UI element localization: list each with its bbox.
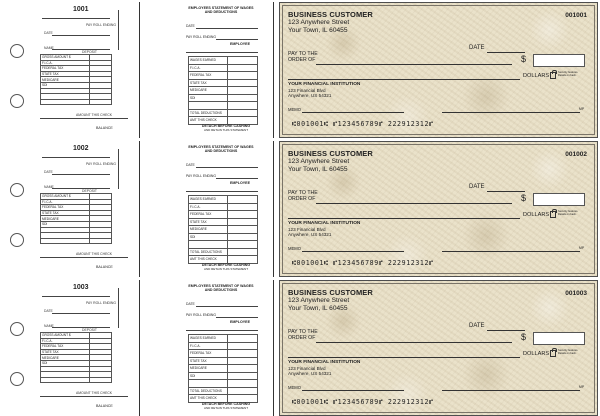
dollars-label: DOLLARS xyxy=(523,212,550,218)
statement-ledger-amount[interactable] xyxy=(228,380,258,388)
statement-ledger-label: WAGES EARNED xyxy=(189,196,228,204)
statement-ledger-label: SDI xyxy=(189,372,228,380)
statement-ledger-label: AMT THIS CHECK xyxy=(189,117,228,125)
stub-ledger-label: F.I.C.A. xyxy=(41,338,90,344)
check-stub xyxy=(28,2,140,138)
statement-ledger-label: F.I.C.A. xyxy=(189,342,228,350)
statement-ledger-label: FEDERAL TAX xyxy=(189,211,228,219)
amount-words-line[interactable] xyxy=(288,357,520,358)
stub-ledger-label: STATE TAX xyxy=(41,210,90,216)
stub-date-label: DATE xyxy=(44,31,53,35)
perforation-line xyxy=(273,2,274,138)
business-check xyxy=(279,2,598,138)
micr-line: ⑆001001⑆ ⑈123456789⑈ 222912312⑈ xyxy=(292,259,434,267)
stub-amount-line xyxy=(40,257,128,258)
padlock-icon xyxy=(550,72,556,79)
statement-ledger-label: MEDICARE xyxy=(189,226,228,234)
statement-date-label: DATE xyxy=(186,24,195,28)
payee-line[interactable] xyxy=(316,64,512,65)
perforation-line xyxy=(273,141,274,277)
statement-ledger-amount[interactable] xyxy=(228,64,258,72)
stub-ledger-label xyxy=(41,238,90,244)
stub-balance-label: BALANCE xyxy=(96,404,113,408)
binder-hole-icon xyxy=(10,233,24,247)
statement-ledger-row xyxy=(189,241,258,249)
stub-ledger-label: FEDERAL TAX xyxy=(41,344,90,350)
statement-ledger-table xyxy=(188,334,258,403)
stub-bracket xyxy=(118,288,119,328)
stub-amount-label: AMOUNT THIS CHECK xyxy=(76,113,113,117)
statement-employee-line xyxy=(186,330,258,331)
check-number: 001001 xyxy=(565,12,587,19)
statement-ledger-label: MEDICARE xyxy=(189,87,228,95)
stub-ledger-amount[interactable] xyxy=(90,377,112,383)
customer-name: BUSINESS CUSTOMER xyxy=(288,288,373,297)
stub-ledger-label: SDI xyxy=(41,82,90,88)
stub-ledger-table xyxy=(40,193,112,244)
check-row xyxy=(0,141,600,277)
statement-ledger-amount[interactable] xyxy=(228,335,258,343)
pay-to-line1: PAY TO THE xyxy=(288,51,318,57)
stub-name-line xyxy=(52,49,110,50)
stub-ledger-label: STATE TAX xyxy=(41,349,90,355)
stub-balance-label: BALANCE xyxy=(96,265,113,269)
statement-ledger-row xyxy=(189,109,258,117)
statement-ledger-row xyxy=(189,387,258,395)
stub-top-line xyxy=(42,296,110,297)
stub-pay-roll-label: PAY ROLL ENDING xyxy=(86,301,117,305)
statement-ledger-label: AMT THIS CHECK xyxy=(189,395,228,403)
memo-label: MEMO xyxy=(288,107,302,112)
statement-ledger-amount[interactable] xyxy=(228,87,258,95)
stub-bracket xyxy=(118,149,119,189)
statement-ledger-label xyxy=(189,380,228,388)
stub-amount-line xyxy=(40,396,128,397)
stub-ledger-label: GROSS AMOUNT $ xyxy=(41,55,90,61)
statement-date-line xyxy=(196,28,258,29)
bank-address-line1: 123 Financial Blvd xyxy=(288,227,326,232)
stub-amount-label: AMOUNT THIS CHECK xyxy=(76,391,113,395)
stub-ledger-row xyxy=(41,99,112,105)
business-check xyxy=(279,280,598,416)
stub-ledger-label: MEDICARE xyxy=(41,216,90,222)
stub-ledger-label: SDI xyxy=(41,360,90,366)
statement-ledger-row xyxy=(189,117,258,125)
retain-label: AND RETAIN THIS STATEMENT xyxy=(203,267,249,271)
security-note: Security features. Details on back. xyxy=(558,349,579,355)
stub-ledger-label xyxy=(41,377,90,383)
amount-words-line[interactable] xyxy=(288,79,520,80)
statement-ledger-amount[interactable] xyxy=(228,57,258,65)
date-line[interactable] xyxy=(487,52,525,53)
bank-name: YOUR FINANCIAL INSTITUTION xyxy=(288,221,361,226)
statement-ledger-row xyxy=(189,342,258,350)
statement-ledger-amount[interactable] xyxy=(228,357,258,365)
statement-ledger-row xyxy=(189,256,258,264)
statement-ledger-label: STATE TAX xyxy=(189,79,228,87)
stub-amount-line xyxy=(40,118,128,119)
date-line[interactable] xyxy=(487,191,525,192)
security-note: Security features. Details on back. xyxy=(558,210,579,216)
stub-date-label: DATE xyxy=(44,170,53,174)
signature-line[interactable] xyxy=(442,251,580,252)
mp-label: MP xyxy=(579,385,585,389)
signature-line[interactable] xyxy=(442,390,580,391)
statement-ledger-row xyxy=(189,196,258,204)
stub-ledger-label: SDI xyxy=(41,221,90,227)
binder-hole-icon xyxy=(10,372,24,386)
statement-ledger-row xyxy=(189,372,258,380)
statement-ledger-row xyxy=(189,357,258,365)
statement-pay-roll-label: PAY ROLL ENDING xyxy=(186,35,217,39)
check-row xyxy=(0,280,600,416)
statement-ledger-row xyxy=(189,350,258,358)
dollar-sign: $ xyxy=(521,193,527,203)
statement-ledger-label: FEDERAL TAX xyxy=(189,72,228,80)
amount-box[interactable] xyxy=(533,193,585,206)
binder-hole-icon xyxy=(10,322,24,336)
date-label: DATE xyxy=(469,45,485,51)
customer-name: BUSINESS CUSTOMER xyxy=(288,149,373,158)
customer-address-line2: Your Town, IL 60455 xyxy=(288,27,348,34)
check-number: 001002 xyxy=(565,151,587,158)
signature-line[interactable] xyxy=(442,112,580,113)
statement-employee-line xyxy=(186,52,258,53)
statement-ledger-label: TOTAL DEDUCTIONS xyxy=(189,387,228,395)
statement-ledger-row xyxy=(189,79,258,87)
statement-ledger-label xyxy=(189,102,228,110)
statement-ledger-label: TOTAL DEDUCTIONS xyxy=(189,109,228,117)
stub-ledger-amount[interactable] xyxy=(90,99,112,105)
statement-ledger-row xyxy=(189,335,258,343)
statement-employee-label: EMPLOYEE xyxy=(230,320,250,324)
stub-ledger-label xyxy=(41,99,90,105)
stub-name-label: NAME xyxy=(44,324,54,328)
perforation-line xyxy=(273,280,274,416)
stub-name-label: NAME xyxy=(44,185,54,189)
check-stub xyxy=(28,141,140,277)
customer-address-line1: 123 Anywhere Street xyxy=(288,297,350,304)
stub-ledger-label: MEDICARE xyxy=(41,77,90,83)
statement-ledger-row xyxy=(189,395,258,403)
stub-amount-label: AMOUNT THIS CHECK xyxy=(76,252,113,256)
statement-employee-label: EMPLOYEE xyxy=(230,42,250,46)
statement-ledger-label: TOTAL DEDUCTIONS xyxy=(189,248,228,256)
detach-label: DETACH BEFORE CASHING xyxy=(201,263,251,267)
statement-ledger-label: SDI xyxy=(189,94,228,102)
statement-pay-roll-line xyxy=(216,317,258,318)
statement-ledger-label: F.I.C.A. xyxy=(189,203,228,211)
date-label: DATE xyxy=(469,323,485,329)
memo-label: MEMO xyxy=(288,385,302,390)
bank-address-line2: Anywhere, US 54321 xyxy=(288,232,332,237)
stub-ledger-label: GROSS AMOUNT $ xyxy=(41,333,90,339)
stub-ledger-label: STATE TAX xyxy=(41,71,90,77)
statement-ledger-amount[interactable] xyxy=(228,218,258,226)
perforation-line xyxy=(139,2,140,138)
dollar-sign: $ xyxy=(521,54,527,64)
stub-check-number: 1002 xyxy=(73,145,89,152)
statement-date-label: DATE xyxy=(186,163,195,167)
perforation-line xyxy=(139,141,140,277)
statement-ledger-label: STATE TAX xyxy=(189,357,228,365)
statement-ledger-row xyxy=(189,72,258,80)
statement-header: EMPLOYEES STATEMENT OF WAGES AND DEDUCTIONS xyxy=(188,145,254,154)
stub-ledger-row xyxy=(41,377,112,383)
statement-ledger-label: F.I.C.A. xyxy=(189,64,228,72)
padlock-icon xyxy=(550,350,556,357)
stub-check-number: 1001 xyxy=(73,6,89,13)
pay-to-label xyxy=(288,190,318,203)
statement-ledger-row xyxy=(189,233,258,241)
micr-line: ⑆001001⑆ ⑈123456789⑈ 222912312⑈ xyxy=(292,120,434,128)
stub-top-line xyxy=(42,157,110,158)
payee-line[interactable] xyxy=(316,203,512,204)
date-line[interactable] xyxy=(487,330,525,331)
stub-name-label: NAME xyxy=(44,46,54,50)
stub-deposit-label: DEPOSIT xyxy=(82,328,97,332)
statement-employee-label: EMPLOYEE xyxy=(230,181,250,185)
stub-ledger-label: F.I.C.A. xyxy=(41,60,90,66)
retain-label: AND RETAIN THIS STATEMENT xyxy=(203,406,249,410)
pay-to-label xyxy=(288,329,318,342)
mp-label: MP xyxy=(579,246,585,250)
payee-line[interactable] xyxy=(316,342,512,343)
stub-date-line xyxy=(52,174,110,175)
retain-label: AND RETAIN THIS STATEMENT xyxy=(203,128,249,132)
stub-date-line xyxy=(52,35,110,36)
statement-ledger-amount[interactable] xyxy=(228,196,258,204)
pay-to-line1: PAY TO THE xyxy=(288,190,318,196)
customer-address-line2: Your Town, IL 60455 xyxy=(288,166,348,173)
statement-ledger-row xyxy=(189,380,258,388)
padlock-icon xyxy=(550,211,556,218)
statement-ledger-row xyxy=(189,218,258,226)
bank-address-line1: 123 Financial Blvd xyxy=(288,88,326,93)
statement-ledger-amount[interactable] xyxy=(228,94,258,102)
stub-balance-label: BALANCE xyxy=(96,126,113,130)
statement-pay-roll-line xyxy=(216,178,258,179)
statement-header: EMPLOYEES STATEMENT OF WAGES AND DEDUCTIONS xyxy=(188,284,254,293)
statement-ledger-row xyxy=(189,248,258,256)
perforation-line xyxy=(139,280,140,416)
memo-line[interactable] xyxy=(302,112,404,113)
stub-top-line xyxy=(42,18,110,19)
statement-ledger-row xyxy=(189,102,258,110)
date-label: DATE xyxy=(469,184,485,190)
statement-ledger-table xyxy=(188,56,258,125)
security-note: Security features. Details on back. xyxy=(558,71,579,77)
amount-box[interactable] xyxy=(533,54,585,67)
stub-pay-roll-label: PAY ROLL ENDING xyxy=(86,162,117,166)
statement-ledger-label: WAGES EARNED xyxy=(189,335,228,343)
statement-ledger-amount[interactable] xyxy=(228,241,258,249)
pay-to-line1: PAY TO THE xyxy=(288,329,318,335)
statement-ledger-label xyxy=(189,241,228,249)
wage-statement xyxy=(172,280,272,416)
statement-ledger-row xyxy=(189,211,258,219)
statement-ledger-label: WAGES EARNED xyxy=(189,57,228,65)
statement-ledger-amount[interactable] xyxy=(228,387,258,395)
statement-ledger-amount[interactable] xyxy=(228,226,258,234)
statement-ledger-amount[interactable] xyxy=(228,72,258,80)
statement-ledger-table xyxy=(188,195,258,264)
statement-date-line xyxy=(196,306,258,307)
stub-check-number: 1003 xyxy=(73,284,89,291)
bank-address-line2: Anywhere, US 54321 xyxy=(288,93,332,98)
check-stub xyxy=(28,280,140,416)
statement-ledger-amount[interactable] xyxy=(228,102,258,110)
statement-ledger-label: STATE TAX xyxy=(189,218,228,226)
statement-ledger-amount[interactable] xyxy=(228,256,258,264)
stub-ledger-label: MEDICARE xyxy=(41,355,90,361)
stub-ledger-row xyxy=(41,238,112,244)
statement-ledger-amount[interactable] xyxy=(228,248,258,256)
statement-ledger-amount[interactable] xyxy=(228,117,258,125)
dollars-label: DOLLARS xyxy=(523,73,550,79)
amount-words-line[interactable] xyxy=(288,218,520,219)
bank-address-line2: Anywhere, US 54321 xyxy=(288,371,332,376)
memo-label: MEMO xyxy=(288,246,302,251)
stub-ledger-label: GROSS AMOUNT $ xyxy=(41,194,90,200)
statement-ledger-row xyxy=(189,365,258,373)
statement-ledger-amount[interactable] xyxy=(228,365,258,373)
statement-ledger-label: SDI xyxy=(189,233,228,241)
stub-ledger-label: FEDERAL TAX xyxy=(41,66,90,72)
wage-statement xyxy=(172,141,272,277)
statement-ledger-label: MEDICARE xyxy=(189,365,228,373)
stub-ledger-table xyxy=(40,332,112,383)
business-check xyxy=(279,141,598,277)
stub-name-line xyxy=(52,188,110,189)
stub-deposit-label: DEPOSIT xyxy=(82,189,97,193)
statement-ledger-row xyxy=(189,203,258,211)
customer-address-line2: Your Town, IL 60455 xyxy=(288,305,348,312)
statement-pay-roll-label: PAY ROLL ENDING xyxy=(186,313,217,317)
pay-to-line2: ORDER OF xyxy=(288,196,316,203)
dollars-label: DOLLARS xyxy=(523,351,550,357)
stub-ledger-label: F.I.C.A. xyxy=(41,199,90,205)
statement-ledger-row xyxy=(189,64,258,72)
pay-to-line2: ORDER OF xyxy=(288,335,316,342)
customer-name: BUSINESS CUSTOMER xyxy=(288,10,373,19)
bank-name: YOUR FINANCIAL INSTITUTION xyxy=(288,360,361,365)
statement-ledger-amount[interactable] xyxy=(228,233,258,241)
statement-ledger-amount[interactable] xyxy=(228,79,258,87)
stub-ledger-table xyxy=(40,54,112,105)
detach-label: DETACH BEFORE CASHING xyxy=(201,124,251,128)
stub-ledger-amount[interactable] xyxy=(90,238,112,244)
statement-ledger-label: FEDERAL TAX xyxy=(189,350,228,358)
pay-to-label xyxy=(288,51,318,64)
memo-line[interactable] xyxy=(302,390,404,391)
statement-ledger-row xyxy=(189,87,258,95)
statement-ledger-amount[interactable] xyxy=(228,203,258,211)
stub-name-line xyxy=(52,327,110,328)
amount-box[interactable] xyxy=(533,332,585,345)
stub-date-line xyxy=(52,313,110,314)
bank-name: YOUR FINANCIAL INSTITUTION xyxy=(288,82,361,87)
statement-date-line xyxy=(196,167,258,168)
wage-statement xyxy=(172,2,272,138)
statement-ledger-amount[interactable] xyxy=(228,342,258,350)
statement-ledger-row xyxy=(189,57,258,65)
stub-deposit-label: DEPOSIT xyxy=(82,50,97,54)
statement-date-label: DATE xyxy=(186,302,195,306)
statement-pay-roll-label: PAY ROLL ENDING xyxy=(186,174,217,178)
statement-header: EMPLOYEES STATEMENT OF WAGES AND DEDUCTIONS xyxy=(188,6,254,15)
check-row xyxy=(0,2,600,138)
check-number: 001003 xyxy=(565,290,587,297)
statement-employee-line xyxy=(186,191,258,192)
binder-hole-icon xyxy=(10,94,24,108)
statement-ledger-amount[interactable] xyxy=(228,372,258,380)
statement-ledger-row xyxy=(189,226,258,234)
stub-date-label: DATE xyxy=(44,309,53,313)
statement-ledger-amount[interactable] xyxy=(228,350,258,358)
memo-line[interactable] xyxy=(302,251,404,252)
statement-ledger-label: AMT THIS CHECK xyxy=(189,256,228,264)
pay-to-line2: ORDER OF xyxy=(288,57,316,64)
statement-ledger-amount[interactable] xyxy=(228,109,258,117)
stub-pay-roll-label: PAY ROLL ENDING xyxy=(86,23,117,27)
bank-address-line1: 123 Financial Blvd xyxy=(288,366,326,371)
dollar-sign: $ xyxy=(521,332,527,342)
statement-ledger-amount[interactable] xyxy=(228,395,258,403)
customer-address-line1: 123 Anywhere Street xyxy=(288,158,350,165)
statement-ledger-row xyxy=(189,94,258,102)
detach-label: DETACH BEFORE CASHING xyxy=(201,402,251,406)
binder-hole-icon xyxy=(10,183,24,197)
customer-address-line1: 123 Anywhere Street xyxy=(288,19,350,26)
statement-pay-roll-line xyxy=(216,39,258,40)
stub-ledger-label: FEDERAL TAX xyxy=(41,205,90,211)
micr-line: ⑆001001⑆ ⑈123456789⑈ 222912312⑈ xyxy=(292,398,434,406)
mp-label: MP xyxy=(579,107,585,111)
stub-bracket xyxy=(118,10,119,50)
binder-hole-icon xyxy=(10,44,24,58)
statement-ledger-amount[interactable] xyxy=(228,211,258,219)
